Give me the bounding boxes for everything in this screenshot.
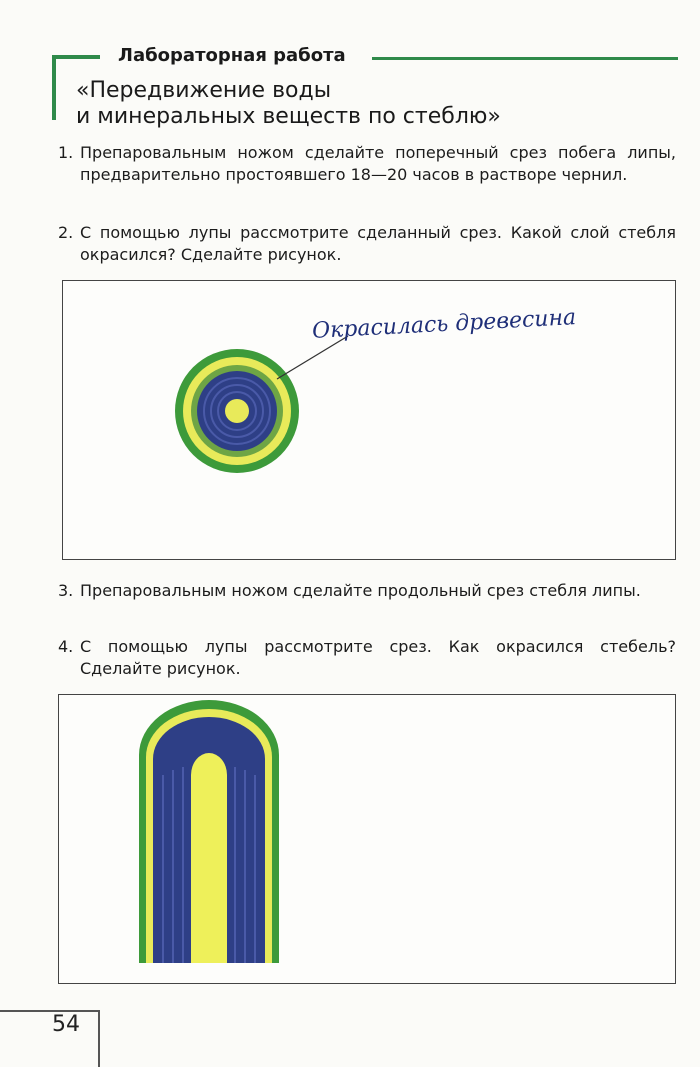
task-number: 2. [58, 223, 74, 242]
task-1 [58, 142, 676, 186]
task-text: С помощью лупы рассмотрите срез. Как окрасился стебель? Сделайте рисунок. [80, 637, 676, 678]
lab-work-label: Лабораторная работа [118, 45, 346, 66]
lab-title-line-1: «Передвижение воды [76, 78, 332, 103]
page-number: 54 [52, 1012, 80, 1037]
task-3 [58, 580, 676, 602]
lab-title-line-2: и минеральных веществ по стеблю» [76, 104, 501, 129]
longitudinal-section-drawing [59, 695, 675, 983]
task-number: 4. [58, 637, 74, 656]
task-text: Препаровальным ножом сделайте поперечный срез побега липы, предварительно простоявшего 18—20 часов в растворе чернил. [80, 143, 676, 184]
header-bracket-horizontal [52, 55, 100, 59]
task-text: Препаровальным ножом сделайте продольный срез стебля липы. [80, 581, 641, 600]
task-number: 3. [58, 581, 74, 600]
drawing-frame-longitudinal-section [58, 694, 676, 984]
task-text: С помощью лупы рассмотрите сделанный срез. Какой слой стебля окрасился? Сделайте рисунок. [80, 223, 676, 264]
task-2 [58, 222, 676, 266]
task-number: 1. [58, 143, 74, 162]
header-bracket-vertical [52, 55, 56, 120]
pith-center [225, 399, 249, 423]
handwritten-annotation: Окрасилась древесина [311, 305, 577, 344]
lab-work-title [76, 78, 636, 130]
header-rule [372, 57, 678, 60]
page-number-box [0, 1010, 100, 1067]
pith-core [191, 753, 227, 963]
task-4 [58, 636, 676, 680]
